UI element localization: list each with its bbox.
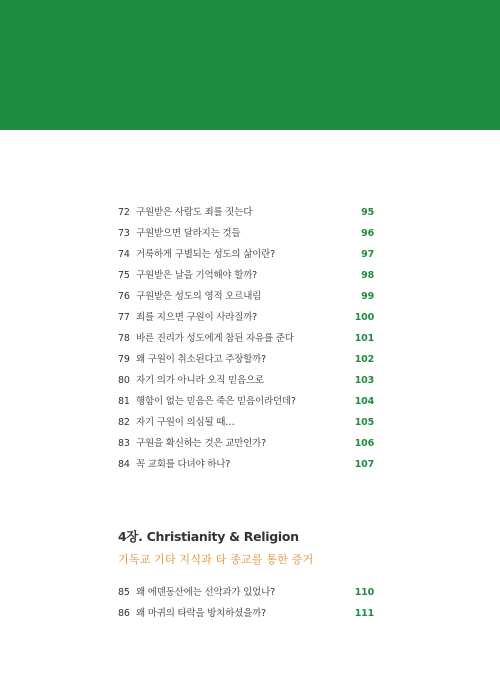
entry-number: 84 (118, 459, 130, 470)
toc-entry[interactable] (118, 416, 378, 437)
toc-entry[interactable] (118, 395, 378, 416)
entry-title: 구원받은 날을 기억해야 할까? (136, 270, 258, 281)
entry-page: 106 (354, 438, 374, 449)
entry-page: 110 (354, 587, 374, 598)
entry-page: 101 (354, 333, 374, 344)
toc-entry[interactable] (118, 248, 378, 269)
toc-entry[interactable] (118, 290, 378, 311)
entry-number: 78 (118, 333, 130, 344)
toc-entry[interactable] (118, 332, 378, 353)
toc-list-chapter-4 (118, 586, 378, 628)
entry-title: 구원을 확신하는 것은 교만인가? (136, 438, 267, 449)
entry-page: 111 (354, 608, 374, 619)
entry-page: 105 (354, 417, 374, 428)
entry-page: 95 (361, 207, 374, 218)
entry-number: 82 (118, 417, 130, 428)
entry-title: 왜 구원이 취소된다고 주장할까? (136, 354, 267, 365)
entry-title: 구원받으면 달라지는 것들 (136, 228, 241, 239)
chapter-title: 4장. Christianity & Religion (118, 529, 299, 544)
entry-number: 72 (118, 207, 130, 218)
entry-page: 99 (361, 291, 374, 302)
toc-entry[interactable] (118, 586, 378, 607)
entry-page: 104 (354, 396, 374, 407)
entry-page: 98 (361, 270, 374, 281)
entry-page: 103 (354, 375, 374, 386)
entry-title: 자기 구원이 의심될 때… (136, 417, 235, 428)
entry-title: 구원받은 사람도 죄를 짓는다 (136, 207, 253, 218)
entry-number: 77 (118, 312, 130, 323)
entry-title: 왜 에덴동산에는 선악과가 있었나? (136, 587, 275, 598)
chapter-heading (118, 527, 313, 567)
toc-entry[interactable] (118, 458, 378, 479)
entry-number: 80 (118, 375, 130, 386)
entry-title: 행함이 없는 믿음은 죽은 믿음이라던데? (136, 396, 296, 407)
entry-title: 죄를 지으면 구원이 사라질까? (136, 312, 258, 323)
entry-page: 96 (361, 228, 374, 239)
entry-number: 86 (118, 608, 130, 619)
toc-entry[interactable] (118, 311, 378, 332)
entry-number: 79 (118, 354, 130, 365)
toc-entry[interactable] (118, 607, 378, 628)
toc-list (118, 206, 378, 479)
entry-page: 97 (361, 249, 374, 260)
entry-title: 구원받은 성도의 영적 오르내림 (136, 291, 262, 302)
entry-page: 107 (354, 459, 374, 470)
entry-number: 75 (118, 270, 130, 281)
toc-entry[interactable] (118, 374, 378, 395)
entry-number: 85 (118, 587, 130, 598)
entry-number: 74 (118, 249, 130, 260)
entry-number: 83 (118, 438, 130, 449)
entry-title: 거룩하게 구별되는 성도의 삶이란? (136, 249, 275, 260)
chapter-subtitle: 기독교 기타 지식과 타 종교를 통한 증거 (118, 553, 314, 566)
entry-page: 102 (354, 354, 374, 365)
entry-page: 100 (354, 312, 374, 323)
entry-title: 왜 마귀의 타락을 방치하셨을까? (136, 608, 267, 619)
toc-entry[interactable] (118, 269, 378, 290)
header-band (0, 0, 500, 130)
toc-entry[interactable] (118, 206, 378, 227)
toc-entry[interactable] (118, 437, 378, 458)
entry-number: 81 (118, 396, 130, 407)
entry-number: 76 (118, 291, 130, 302)
entry-title: 꼭 교회를 다녀야 하나? (136, 459, 231, 470)
entry-title: 자기 의가 아니라 오직 믿음으로 (136, 375, 264, 386)
entry-number: 73 (118, 228, 130, 239)
entry-title: 바른 진리가 성도에게 참된 자유를 준다 (136, 333, 294, 344)
toc-entry[interactable] (118, 353, 378, 374)
toc-entry[interactable] (118, 227, 378, 248)
